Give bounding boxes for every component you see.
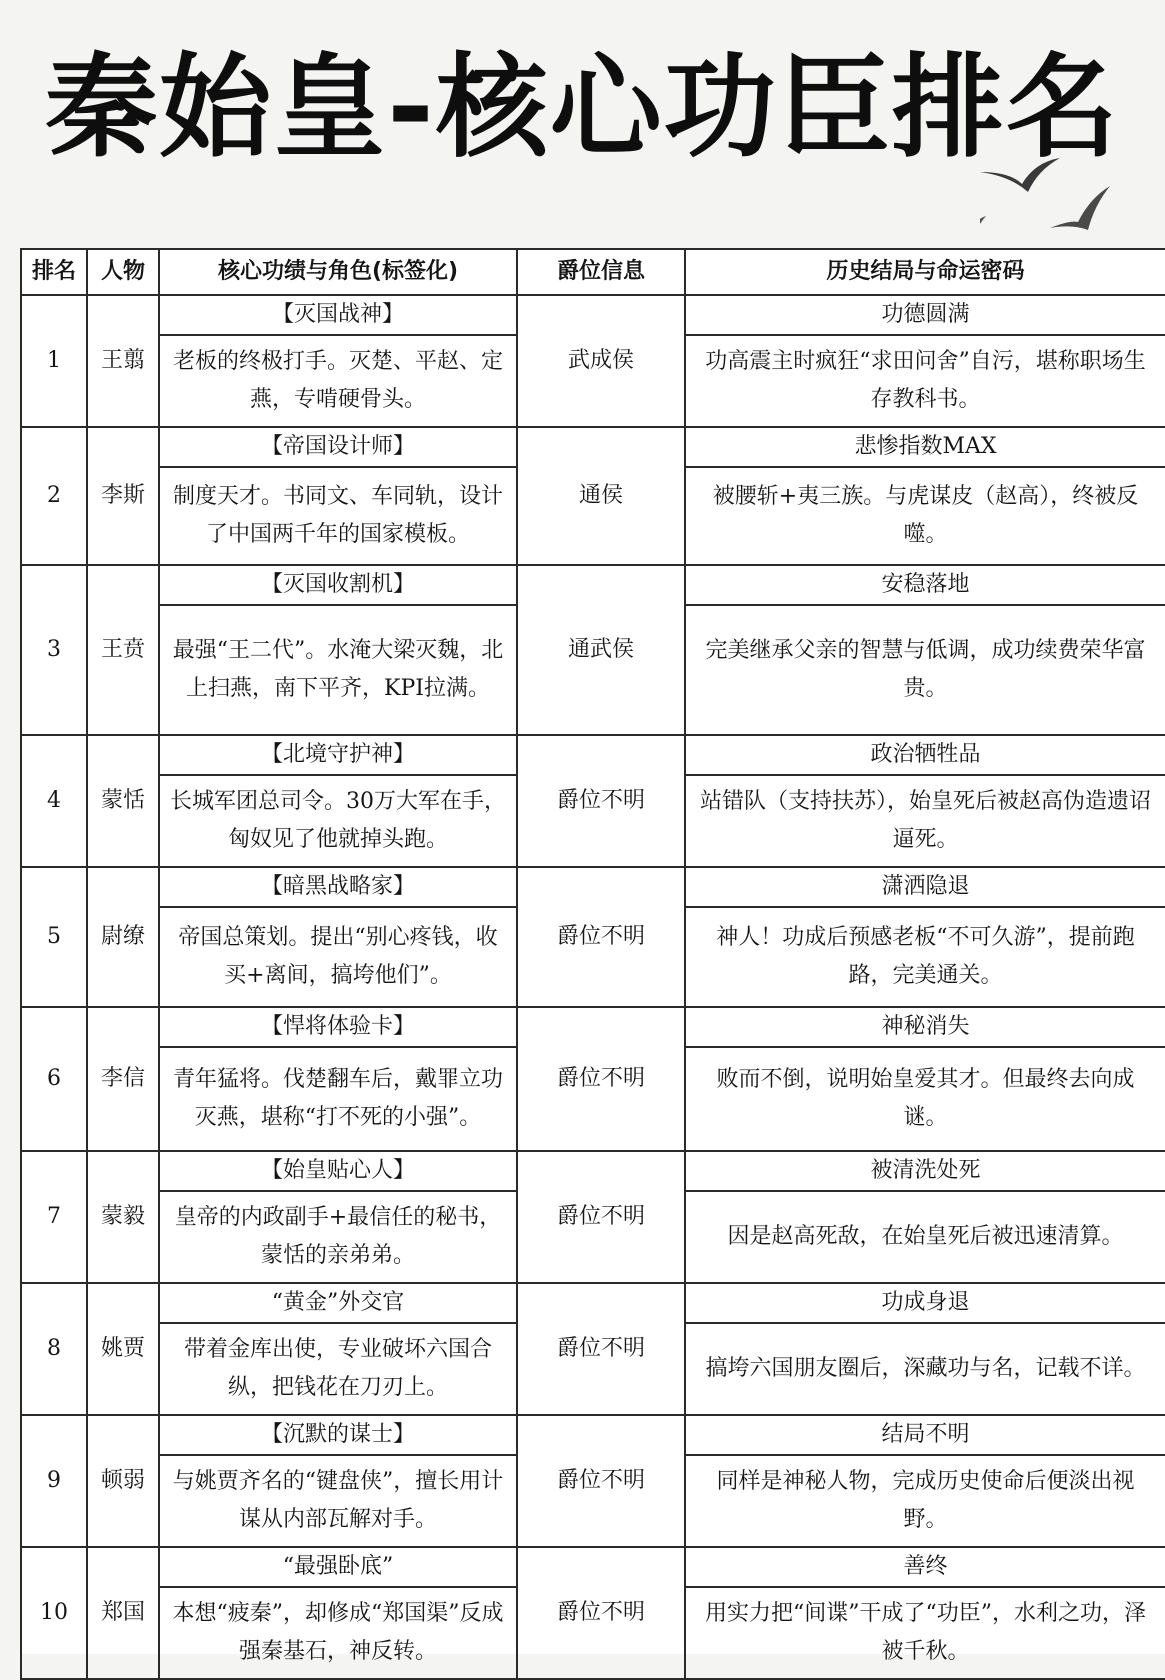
table-row <box>21 1283 1165 1323</box>
achievement-tag-cell: 【灭国收割机】 <box>159 565 517 605</box>
achievement-desc-cell: 帝国总策划。提出“别心疼钱，收买+离间，搞垮他们”。 <box>159 907 517 1007</box>
rank-cell: 7 <box>21 1151 87 1283</box>
fate-title-cell: 神秘消失 <box>685 1007 1165 1047</box>
fate-desc-cell: 败而不倒，说明始皇爱其才。但最终去向成谜。 <box>685 1047 1165 1151</box>
fate-title-cell: 功成身退 <box>685 1283 1165 1323</box>
table-row <box>21 565 1165 605</box>
fate-desc-cell: 用实力把“间谍”干成了“功臣”，水利之功，泽被千秋。 <box>685 1587 1165 1679</box>
rank-cell: 5 <box>21 867 87 1007</box>
person-cell: 王翦 <box>87 295 159 427</box>
person-cell: 蒙毅 <box>87 1151 159 1283</box>
fate-title-cell: 潇洒隐退 <box>685 867 1165 907</box>
person-cell: 李信 <box>87 1007 159 1151</box>
title-info-cell: 武成侯 <box>517 295 685 427</box>
rank-cell: 9 <box>21 1415 87 1547</box>
achievement-desc-cell: 青年猛将。伐楚翻车后，戴罪立功灭燕，堪称“打不死的小强”。 <box>159 1047 517 1151</box>
achievement-desc-cell: 带着金库出使，专业破坏六国合纵，把钱花在刀刃上。 <box>159 1323 517 1415</box>
fate-desc-cell: 被腰斩+夷三族。与虎谋皮（赵高），终被反噬。 <box>685 467 1165 565</box>
title-info-cell: 爵位不明 <box>517 735 685 867</box>
rank-cell: 1 <box>21 295 87 427</box>
achievement-tag-cell: 【帝国设计师】 <box>159 427 517 467</box>
table-row <box>21 427 1165 467</box>
header-person: 人物 <box>87 249 159 295</box>
header-rank: 排名 <box>21 249 87 295</box>
rank-cell: 10 <box>21 1547 87 1679</box>
page-title: 秦始皇-核心功臣排名 <box>45 43 1120 173</box>
title-info-cell: 爵位不明 <box>517 1415 685 1547</box>
achievement-desc-cell: 老板的终极打手。灭楚、平赵、定燕，专啃硬骨头。 <box>159 335 517 427</box>
fate-desc-cell: 功高震主时疯狂“求田问舍”自污，堪称职场生存教科书。 <box>685 335 1165 427</box>
header-fate: 历史结局与命运密码 <box>685 249 1165 295</box>
table-row <box>21 1415 1165 1455</box>
header-title-info: 爵位信息 <box>517 249 685 295</box>
fate-desc-cell: 神人！功成后预感老板“不可久游”，提前跑路，完美通关。 <box>685 907 1165 1007</box>
person-cell: 王贲 <box>87 565 159 735</box>
title-info-cell: 爵位不明 <box>517 1283 685 1415</box>
fate-desc-cell: 站错队（支持扶苏），始皇死后被赵高伪造遗诏逼死。 <box>685 775 1165 867</box>
fate-desc-cell: 因是赵高死敌，在始皇死后被迅速清算。 <box>685 1191 1165 1283</box>
achievement-desc-cell: 皇帝的内政副手+最信任的秘书，蒙恬的亲弟弟。 <box>159 1191 517 1283</box>
achievement-desc-cell: 与姚贾齐名的“键盘侠”，擅长用计谋从内部瓦解对手。 <box>159 1455 517 1547</box>
fate-desc-cell: 搞垮六国朋友圈后，深藏功与名，记载不详。 <box>685 1323 1165 1415</box>
achievement-desc-cell: 最强“王二代”。水淹大梁灭魏，北上扫燕，南下平齐，KPI拉满。 <box>159 605 517 735</box>
header-achievements: 核心功绩与角色(标签化) <box>159 249 517 295</box>
rank-cell: 8 <box>21 1283 87 1415</box>
person-cell: 顿弱 <box>87 1415 159 1547</box>
title-info-cell: 通武侯 <box>517 565 685 735</box>
table-row <box>21 1151 1165 1191</box>
achievement-desc-cell: 本想“疲秦”，却修成“郑国渠”反成强秦基石，神反转。 <box>159 1587 517 1679</box>
rank-cell: 6 <box>21 1007 87 1151</box>
table-row <box>21 1007 1165 1047</box>
title-info-cell: 通侯 <box>517 427 685 565</box>
person-cell: 郑国 <box>87 1547 159 1679</box>
fate-title-cell: 功德圆满 <box>685 295 1165 335</box>
person-cell: 蒙恬 <box>87 735 159 867</box>
achievement-desc-cell: 长城军团总司令。30万大军在手，匈奴见了他就掉头跑。 <box>159 775 517 867</box>
achievement-tag-cell: 【悍将体验卡】 <box>159 1007 517 1047</box>
table-row <box>21 1547 1165 1587</box>
achievement-tag-cell: 【北境守护神】 <box>159 735 517 775</box>
fate-title-cell: 政治牺牲品 <box>685 735 1165 775</box>
achievement-tag-cell: 【沉默的谋士】 <box>159 1415 517 1455</box>
rank-cell: 2 <box>21 427 87 565</box>
achievement-tag-cell: 【始皇贴心人】 <box>159 1151 517 1191</box>
table-row <box>21 735 1165 775</box>
achievement-tag-cell: 【灭国战神】 <box>159 295 517 335</box>
birds-decoration <box>980 150 1160 260</box>
title-info-cell: 爵位不明 <box>517 1007 685 1151</box>
title-info-cell: 爵位不明 <box>517 1547 685 1679</box>
fate-title-cell: 结局不明 <box>685 1415 1165 1455</box>
table-row <box>21 867 1165 907</box>
person-cell: 李斯 <box>87 427 159 565</box>
fate-title-cell: 悲惨指数MAX <box>685 427 1165 467</box>
achievement-desc-cell: 制度天才。书同文、车同轨，设计了中国两千年的国家模板。 <box>159 467 517 565</box>
fate-desc-cell: 同样是神秘人物，完成历史使命后便淡出视野。 <box>685 1455 1165 1547</box>
fate-title-cell: 被清洗处死 <box>685 1151 1165 1191</box>
title-info-cell: 爵位不明 <box>517 1151 685 1283</box>
ranking-table <box>20 248 1165 1680</box>
person-cell: 尉缭 <box>87 867 159 1007</box>
achievement-tag-cell: 【暗黑战略家】 <box>159 867 517 907</box>
person-cell: 姚贾 <box>87 1283 159 1415</box>
table-header-row <box>21 249 1165 295</box>
rank-cell: 3 <box>21 565 87 735</box>
achievement-tag-cell: “最强卧底” <box>159 1547 517 1587</box>
table-row <box>21 295 1165 335</box>
fate-desc-cell: 完美继承父亲的智慧与低调，成功续费荣华富贵。 <box>685 605 1165 735</box>
title-info-cell: 爵位不明 <box>517 867 685 1007</box>
achievement-tag-cell: “黄金”外交官 <box>159 1283 517 1323</box>
rank-cell: 4 <box>21 735 87 867</box>
fate-title-cell: 善终 <box>685 1547 1165 1587</box>
fate-title-cell: 安稳落地 <box>685 565 1165 605</box>
